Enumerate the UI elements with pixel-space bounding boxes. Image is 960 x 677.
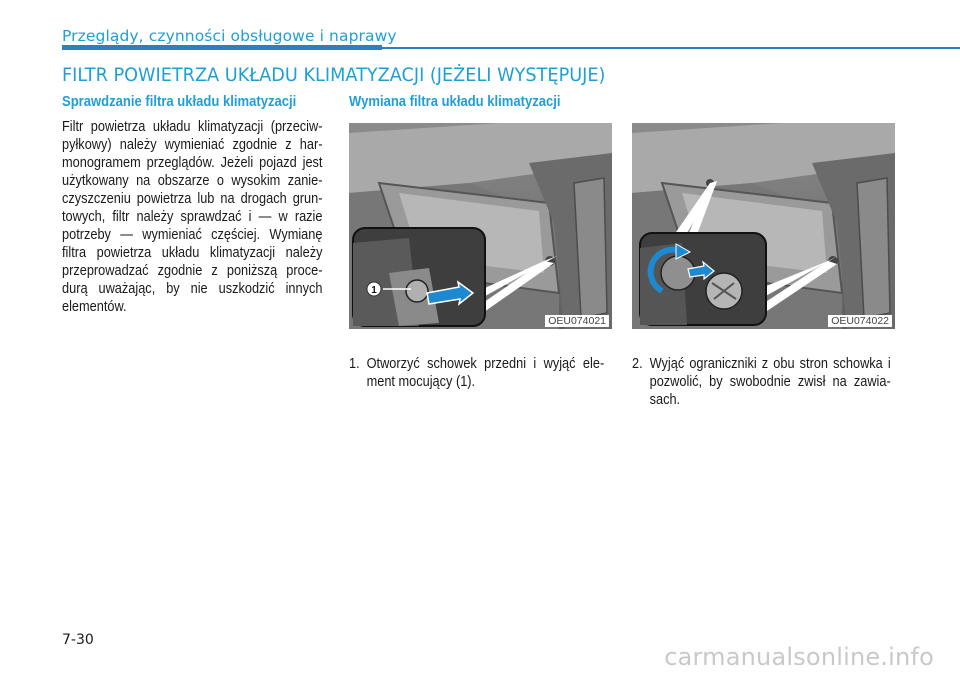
step-1 <box>349 355 604 391</box>
header-rule <box>62 47 960 49</box>
callout-number: 1 <box>371 285 377 296</box>
figure-glovebox-fastener <box>349 123 612 329</box>
page-title: FILTR POWIETRZA UKŁADU KLIMATYZACJI (JEŻELI WYSTĘPUJE) <box>62 64 606 86</box>
figure-code: OEU074022 <box>828 315 892 327</box>
right-subtitle: Wymiana filtra układu klimatyzacji <box>349 94 561 110</box>
figure-code: OEU074021 <box>545 315 609 327</box>
glovebox-illustration <box>349 123 612 329</box>
left-body-text: Filtr powietrza układu klimatyzacji (przeciw-pyłkowy) należy wymieniać zgodnie z har-monogramem przeglądów. Jeżeli pojazd jest użytkowany na obszarze o wysokim zanie-czyszczeniu powietrza lub na drogach grun-towych, filtr należy sprawdzać i — w razie potrzeby — wymieniać częściej. Wymianę filtra powietrza układu klimatyzacji należy przeprowadzać zgodnie z poniższą proce-durą uważając, by nie uszkodzić innych elementów. <box>62 119 323 315</box>
glovebox-stopper-illustration <box>632 123 895 329</box>
page-number: 7-30 <box>62 632 94 648</box>
step-text: Otworzyć schowek przedni i wyjąć ele-ment mocujący (1). <box>366 356 605 390</box>
left-subtitle: Sprawdzanie filtra układu klimatyzacji <box>62 94 297 110</box>
step-number: 1. <box>349 356 360 372</box>
section-header: Przeglądy, czynności obsługowe i naprawy <box>62 27 397 45</box>
watermark: carmanualsonline.info <box>664 643 934 671</box>
step-number: 2. <box>632 356 643 372</box>
step-text: Wyjąć ograniczniki z obu stron schowka i pozwolić, by swobodnie zwisł na zawia-sach. <box>649 356 891 408</box>
step-2 <box>632 355 891 409</box>
figure-glovebox-stoppers <box>632 123 895 329</box>
